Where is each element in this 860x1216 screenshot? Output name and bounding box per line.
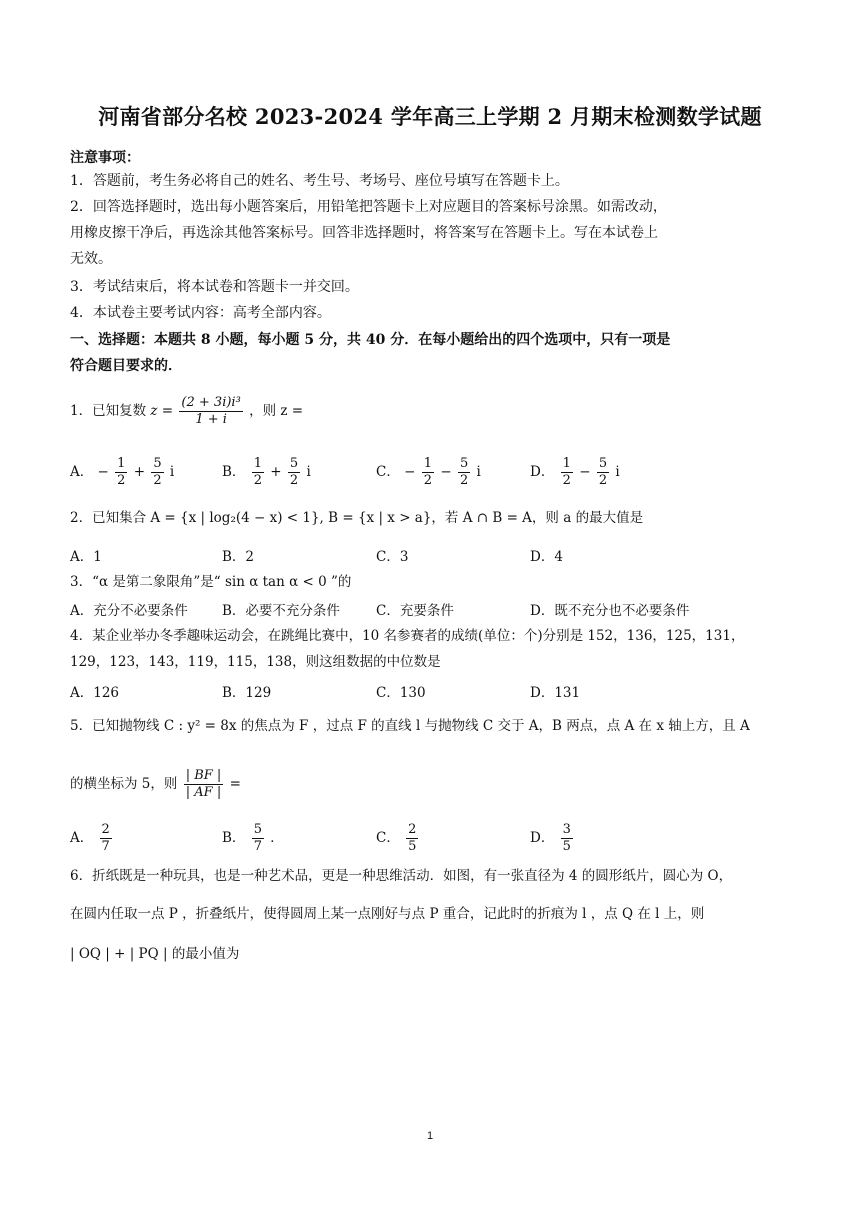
q1-fraction: [179, 395, 242, 428]
q3-option-d[interactable]: D．既不充分也不必要条件: [530, 603, 690, 619]
frac-num: 5: [598, 456, 608, 471]
frac-num: 2: [101, 822, 110, 837]
notes-heading: 注意事项：: [70, 150, 140, 166]
option-op: −: [440, 464, 452, 480]
q5-suffix: =: [229, 776, 241, 792]
q1-option-b[interactable]: [222, 456, 311, 489]
option-fraction: [288, 456, 300, 489]
option-i: i: [169, 464, 175, 480]
option-label: A．: [70, 464, 94, 480]
q3-option-c[interactable]: C．充要条件: [376, 603, 454, 619]
q1-option-c[interactable]: [376, 456, 481, 489]
note-item: 用橡皮擦干净后，再选涂其他答案标号。回答非选择题时，将答案写在答题卡上。写在本试卷上: [70, 225, 658, 241]
question-6: 6．折纸既是一种玩具，也是一种艺术品，更是一种思维活动．如图，有一张直径为 4 的圆形纸片，圆心为 O，: [70, 868, 733, 884]
option-fraction: [561, 456, 573, 489]
question-3: 3．“α 是第二象限角”是“ sin α tan α < 0 ”的: [70, 574, 352, 590]
note-item: 1．答题前，考生务必将自己的姓名、考生号、考场号、座位号填写在答题卡上。: [70, 173, 569, 189]
option-fraction: [458, 456, 470, 489]
option-fraction: [115, 456, 127, 489]
option-fraction: [422, 456, 434, 489]
q1-var: z: [150, 403, 158, 419]
question-4: 4．某企业举办冬季趣味运动会，在跳绳比赛中，10 名参赛者的成绩(单位：个)分别是 152，136，125，131，: [70, 628, 745, 644]
q1-prefix: 1．已知复数: [70, 403, 147, 419]
option-sign: −: [97, 464, 109, 480]
q5-prefix: 的横坐标为 5，则: [70, 776, 178, 792]
option-fraction: [252, 456, 264, 489]
note-item: 3．考试结束后，将本试卷和答题卡一并交回。: [70, 279, 359, 295]
q1-denominator: 1 + i: [195, 412, 227, 427]
frac-num: 1: [117, 456, 126, 471]
q5-option-d[interactable]: [530, 822, 575, 855]
option-fraction: [100, 822, 112, 855]
q1-suffix: ，则 z =: [249, 403, 304, 419]
frac-den: 2: [153, 473, 162, 488]
frac-den: 7: [253, 839, 262, 854]
q3-option-b[interactable]: B．必要不充分条件: [222, 603, 340, 619]
frac-den: 2: [253, 473, 262, 488]
q5-denominator: | AF |: [185, 785, 222, 800]
option-fraction: [597, 456, 609, 489]
frac-den: 2: [117, 473, 126, 488]
page-title: 河南省部分名校 2023-2024 学年高三上学期 2 月期末检测数学试题: [98, 104, 762, 129]
option-label: D．: [530, 830, 555, 846]
option-i: i: [306, 464, 311, 480]
q4-options: [70, 681, 792, 711]
q2-option-d[interactable]: D．4: [530, 549, 563, 565]
frac-den: 5: [562, 839, 571, 854]
question-4-cont: 129，123，143，119，115，138，则这组数据的中位数是: [70, 654, 441, 670]
q4-option-d[interactable]: D．131: [530, 685, 581, 701]
frac-num: 1: [423, 456, 433, 471]
q5-options: [70, 822, 792, 852]
question-2: 2．已知集合 A = {x | log₂(4 − x) < 1}, B = {x | x > a}，若 A ∩ B = A，则 a 的最大值是: [70, 510, 644, 526]
note-item: 2．回答选择题时，选出每小题答案后，用铅笔把答题卡上对应题目的答案标号涂黑。如需改动，: [70, 199, 667, 215]
option-label: D．: [530, 464, 555, 480]
option-label: C．: [376, 464, 400, 480]
q1-eq: =: [157, 403, 178, 419]
option-tail: ．: [270, 830, 284, 846]
option-label: A．: [70, 830, 94, 846]
q1-numerator: (2 + 3i)i³: [181, 395, 241, 410]
option-op: +: [270, 464, 282, 480]
option-fraction: [406, 822, 418, 855]
frac-num: 2: [408, 822, 417, 837]
frac-den: 2: [289, 473, 299, 488]
q5-option-b[interactable]: [222, 822, 284, 855]
option-op: +: [133, 464, 146, 480]
q4-option-b[interactable]: B．129: [222, 685, 272, 701]
section-heading: 一、选择题：本题共 8 小题，每小题 5 分，共 40 分．在每小题给出的四个选项中，只有一项是: [70, 332, 671, 348]
frac-num: 3: [562, 822, 571, 837]
q5-option-a[interactable]: [70, 822, 114, 855]
option-sign: −: [404, 464, 416, 480]
q5-option-c[interactable]: [376, 822, 420, 855]
frac-num: 1: [253, 456, 262, 471]
frac-num: 5: [253, 822, 262, 837]
frac-den: 2: [459, 473, 469, 488]
q2-option-b[interactable]: B．2: [222, 549, 255, 565]
page-number: 1: [426, 1130, 434, 1142]
frac-num: 5: [459, 456, 469, 471]
question-5-cont: [70, 768, 792, 801]
q4-option-c[interactable]: C．130: [376, 685, 426, 701]
question-6-cont: 在圆内任取一点 P ，折叠纸片，使得圆周上某一点刚好与点 P 重合，记此时的折痕为 l ，点 Q 在 l 上，则: [70, 906, 705, 922]
option-fraction: [252, 822, 264, 855]
question-1: [70, 395, 792, 428]
option-label: C．: [376, 830, 400, 846]
frac-den: 2: [423, 473, 433, 488]
note-item: 4．本试卷主要考试内容：高考全部内容。: [70, 305, 331, 321]
note-item: 无效。: [70, 251, 112, 267]
q5-numerator: | BF |: [185, 768, 222, 783]
frac-num: 5: [153, 456, 162, 471]
section-heading-cont: 符合题目要求的．: [70, 358, 182, 374]
frac-den: 7: [101, 839, 110, 854]
frac-num: 1: [562, 456, 571, 471]
option-fraction: [561, 822, 573, 855]
q1-option-a[interactable]: [70, 456, 174, 489]
q1-option-d[interactable]: [530, 456, 620, 489]
option-fraction: [151, 456, 163, 489]
q4-option-a[interactable]: A．126: [70, 685, 120, 701]
q5-fraction: [184, 768, 224, 801]
q2-option-c[interactable]: C．3: [376, 549, 409, 565]
option-op: −: [579, 464, 591, 480]
option-i: i: [615, 464, 620, 480]
question-6-cont2: | OQ | + | PQ | 的最小值为: [70, 946, 240, 962]
option-label: B．: [222, 464, 246, 480]
frac-den: 2: [598, 473, 608, 488]
frac-den: 2: [562, 473, 571, 488]
q2-option-a[interactable]: A．1: [70, 549, 102, 565]
option-label: B．: [222, 830, 246, 846]
q1-options: [70, 456, 792, 486]
option-i: i: [476, 464, 481, 480]
frac-num: 5: [289, 456, 299, 471]
frac-den: 5: [408, 839, 417, 854]
question-5: 5．已知抛物线 C : y² = 8x 的焦点为 F ，过点 F 的直线 l 与抛物线 C 交于 A，B 两点，点 A 在 x 轴上方，且 A: [70, 718, 750, 734]
q3-option-a[interactable]: A．充分不必要条件: [70, 603, 188, 619]
